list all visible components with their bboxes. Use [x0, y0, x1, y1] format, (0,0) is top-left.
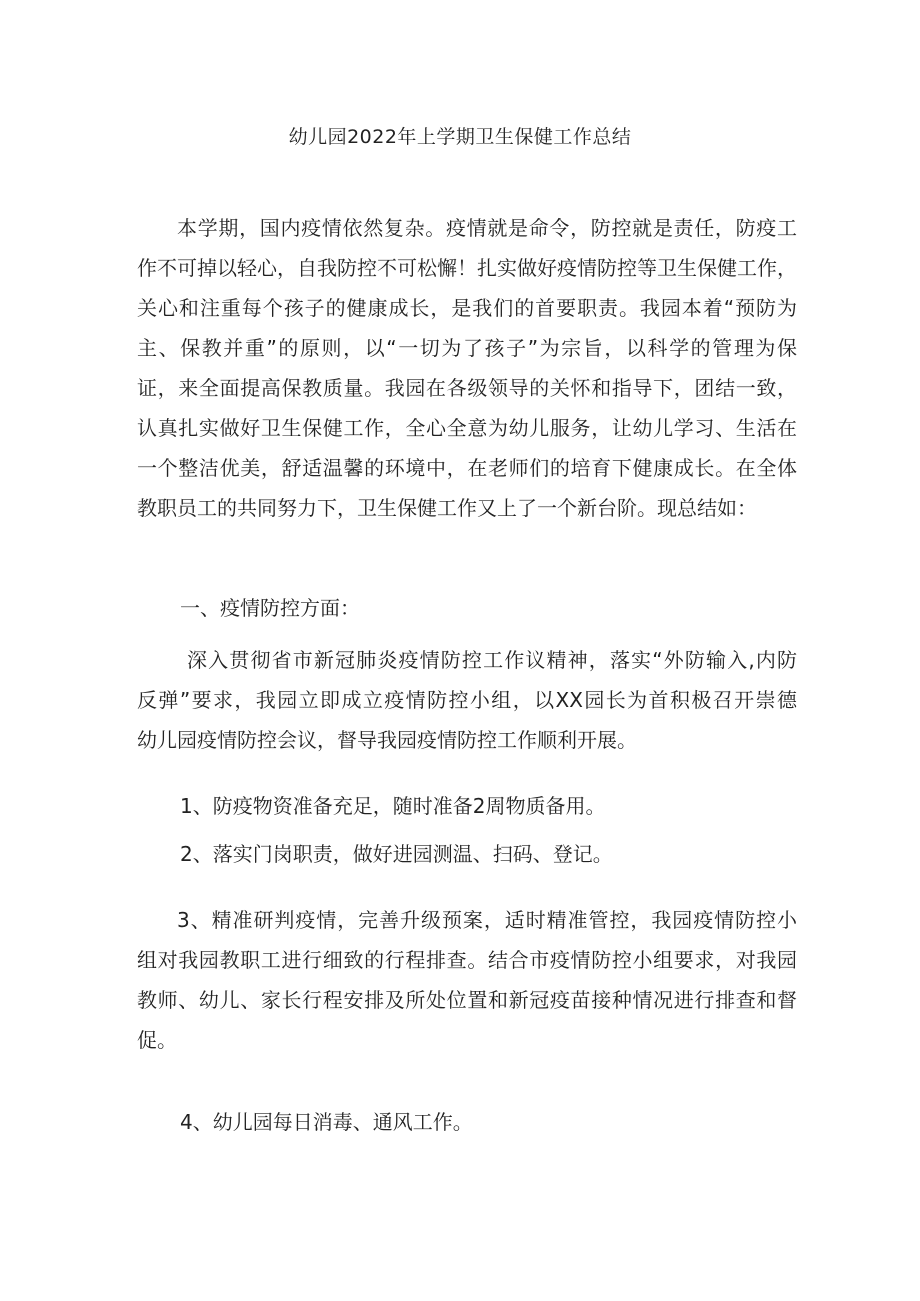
intro-line: 关心和注重每个孩子的健康成长，是我们的首要职责。我园本着“预防为 — [137, 296, 797, 320]
document-title: 幼儿园2022年上学期卫生保健工作总结 — [288, 126, 632, 148]
item3-line: 促。 — [137, 1028, 177, 1052]
list-item-1: 1、防疫物资准备充足，随时准备2周物质备用。 — [180, 794, 606, 818]
intro-line: 作不可掉以轻心，自我防控不可松懈！扎实做好疫情防控等卫生保健工作， — [137, 256, 797, 280]
list-item-4: 4、幼儿园每日消毒、通风工作。 — [180, 1110, 473, 1134]
item3-line: 教师、幼儿、家长行程安排及所处位置和新冠疫苗接种情况进行排查和督 — [137, 988, 797, 1012]
intro-line: 一个整洁优美，舒适温馨的环境中，在老师们的培育下健康成长。在全体 — [137, 456, 797, 480]
item3-line: 3、精准研判疫情，完善升级预案，适时精准管控，我园疫情防控小 — [177, 908, 797, 932]
section1-line: 反弹”要求，我园立即成立疫情防控小组，以XX园长为首积极召开崇德 — [137, 688, 797, 712]
list-item-3 — [137, 900, 797, 1060]
intro-line: 教职员工的共同努力下，卫生保健工作又上了一个新台阶。现总结如： — [137, 496, 757, 520]
intro-paragraph — [137, 208, 797, 528]
section1-line: 深入贯彻省市新冠肺炎疫情防控工作议精神，落实“外防输入,内防 — [187, 648, 797, 672]
intro-line: 主、保教并重”的原则，以“一切为了孩子”为宗旨，以科学的管理为保 — [137, 336, 797, 360]
intro-line: 本学期，国内疫情依然复杂。疫情就是命令，防控就是责任，防疫工 — [177, 216, 797, 240]
list-item-2: 2、落实门岗职责，做好进园测温、扫码、登记。 — [180, 842, 613, 866]
section1-heading: 一、疫情防控方面： — [180, 596, 360, 620]
section1-line: 幼儿园疫情防控会议，督导我园疫情防控工作顺利开展。 — [137, 728, 637, 752]
item3-line: 组对我园教职工进行细致的行程排查。结合市疫情防控小组要求，对我园 — [137, 948, 797, 972]
intro-line: 认真扎实做好卫生保健工作，全心全意为幼儿服务，让幼儿学习、生活在 — [137, 416, 797, 440]
intro-line: 证，来全面提高保教质量。我园在各级领导的关怀和指导下，团结一致， — [137, 376, 797, 400]
section1-paragraph — [137, 640, 797, 760]
